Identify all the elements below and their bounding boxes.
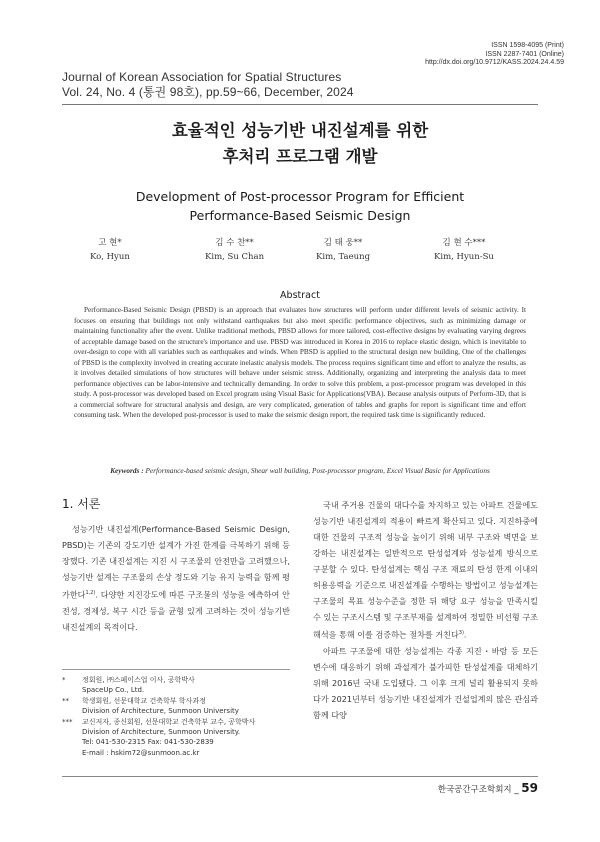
section-heading: 1. 서론: [62, 497, 101, 511]
keywords: [62, 466, 538, 475]
footnote-3-mark: ***: [62, 717, 73, 726]
footer-journal: 한국공간구조학회지: [437, 785, 512, 795]
footer-separator: _: [514, 785, 519, 795]
author-3-ko: 김 태 웅**: [323, 238, 363, 248]
issn-online: ISSN 2287-7401 (Online): [485, 50, 564, 58]
footnote-3-line: Tel: 041-530-2315 Fax: 041-530-2839: [82, 738, 214, 747]
title-en-line2: Performance-Based Seismic Design: [189, 208, 411, 223]
left-column: [62, 495, 290, 635]
intro-p1-text: 성능기반 내진설계(Performance-Based Seismic Design, PBSD)는 기존의 강도기반 설계가 가진 한계를 극복하기 위해 등장했다. 기존 내진설계는 지진 시 구조물의 안전만을 고려했으나, 성능기반 설계는 구조물의 손상 정도와 기능 유지 능력을 함께 평가한다: [62, 524, 290, 600]
footnote-1: [62, 675, 290, 696]
author-4-en: Kim, Hyun-Su: [434, 252, 494, 262]
footnote-2-line: Division of Architecture, Sunmoon University: [82, 707, 239, 716]
journal-issue: Vol. 24, No. 4 (통권 98호), pp.59~66, December, 2024: [62, 85, 354, 99]
issn-print: ISSN 1598-4095 (Print): [491, 42, 564, 49]
journal-name: Journal of Korean Association for Spatial Structures: [62, 70, 342, 84]
intro-p2-end: .: [463, 629, 467, 640]
author-1-ko: 고 현*: [98, 238, 122, 248]
journal-header: [62, 70, 354, 100]
reference-mark: 1,2): [85, 590, 96, 596]
intro-paragraph-2: [313, 497, 538, 643]
right-column: [313, 497, 538, 723]
author-1-en: Ko, Hyun: [90, 252, 130, 262]
issn-block: [425, 42, 564, 68]
footnote-2-line: 학생회원, 선문대학교 건축학부 학사과정: [82, 696, 206, 705]
intro-paragraph-1: [62, 521, 290, 635]
intro-p2-text: 국내 주거용 건물의 대다수를 차지하고 있는 아파트 건물에도 성능기반 내진설계의 적용이 빠르게 확산되고 있다. 지진하중에 대한 건물의 구조적 성능을 높이기 위해 내부 구조와 벽면을 보강하는 내진설계는 일반적으로 탄성설계와 성능설계 방식으로 구분할 수 있다. 탄성설계는 핵심 구조 재료의 탄성 한계 이내의 허용응력을 기준으로 내진설계를 수행하는 방법이고 성능설계는 구조물의 목표 성능수준을 정한 뒤 해당 요구 성능을 만족시킬 수 있는 구조시스템 및 구조부재를 설계하여 정밀한 비선형 구조해석을 통해 이를 검증하는 절차를 거친다: [313, 500, 538, 640]
footnote-1-line: 정회원, ㈜스페이스업 이사, 공학박사: [82, 676, 195, 684]
header-divider: [62, 104, 538, 105]
abstract-heading: Abstract: [280, 290, 320, 301]
author-4-ko: 김 현 수***: [442, 238, 486, 248]
title-ko-line1: 효율적인 성능기반 내진설계를 위한: [171, 121, 429, 140]
author-2-en: Kim, Su Chan: [205, 252, 265, 262]
author-2: [205, 236, 264, 264]
intro-paragraph-3: 아파트 구조물에 대한 성능설계는 각종 지진・바람 등 모든 변수에 대응하기 위해 과설계가 불가피한 탄성설계를 대체하기 위해 2016년 국내 도입됐다. 그 이후 크게 널리 활용되지 못하다가 2021년부터 성능기반 내진설계가 건설업계의 많은 관심과 함께 다양: [313, 645, 538, 720]
title-ko-line2: 후처리 프로그램 개발: [222, 147, 378, 166]
author-1: [90, 236, 130, 264]
footnote-3-email[interactable]: E-mail : hskim72@sunmoon.ac.kr: [82, 748, 200, 757]
footnote-3-line: Division of Architecture, Sunmoon University.: [82, 728, 241, 737]
page-number: 59: [521, 781, 538, 795]
keywords-text: Performance-based seismic design, Shear wall building, Post-processor program, Excel Visual Basic for Applications: [145, 466, 490, 475]
author-3: [316, 236, 370, 264]
footnote-3-line: 교신저자, 종신회원, 선문대학교 건축학부 교수, 공학박사: [82, 717, 256, 726]
footnote-divider: [62, 669, 290, 670]
author-3-en: Kim, Taeung: [316, 252, 371, 262]
footnote-3: [62, 717, 290, 759]
abstract-text: Performance-Based Seismic Design (PBSD) is an approach that evaluates how structures will perform under different levels of seismic activity. It focuses on ensuring that buildings not only withstand earthquakes but also meet specific performance objectives, such as minimizing damage or maintaining functionality after the event. Unlike traditional methods, PBSD allows for more tailored, cost-effective designs by evaluating varying degrees of acceptable damage based on the structure's importance and use. PBSD was introduced in Korea in 2016 to replace elastic design, which is inevitable to over-design to cope with all variables such as earthquakes and winds. When PBSD is applied to the structural design new building, One of the challenges of PBSD is the complexity involved in creating accurate inelastic analysis models. The process requires significant time and effort to analyze the results, as it involves detailed simulations of how structures will behave under seismic stress. Additionally, organizing and interpreting the analysis data to meet performance objectives can be labor-intensive and technically demanding. In order to solve this problem, a post-processor program was developed in this study. A post-processor was developed based on Excel program using Visual Basic for Applications(VBA). Because analysis outputs of Perform-3D, that is a commercial software for structural analysis and design, are very complicated, generation of tables and graphs for report is significant time and effort consuming task. When the developed post-processor is used to make the seismic design report, the required task time is significantly reduced.: [74, 306, 526, 420]
keywords-label: Keywords :: [110, 466, 146, 475]
footnote-1-line: SpaceUp Co., Ltd.: [82, 686, 145, 695]
page-footer: [438, 781, 538, 795]
footnote-2: [62, 696, 290, 717]
title-english: [62, 187, 538, 225]
doi-link[interactable]: http://dx.doi.org/10.9712/KASS.2024.24.4.59: [425, 59, 564, 66]
footnotes: [62, 675, 290, 758]
intro-p1-end: . 다양한 지진강도에 따른 구조물의 성능을 예측하여 안전성, 경제성, 복구 시간 등을 균형 있게 고려하는 것이 성능기반 내진설계의 목적이다.: [62, 589, 290, 632]
author-2-ko: 김 수 찬**: [215, 238, 254, 248]
reference-mark: 3): [458, 630, 464, 636]
title-en-line1: Development of Post-processor Program for Efficient: [135, 189, 465, 204]
title-korean: [62, 118, 538, 170]
footer-divider: [62, 776, 538, 777]
footnote-2-mark: **: [62, 696, 69, 705]
footnote-1-mark: *: [62, 676, 66, 684]
author-4: [434, 236, 494, 264]
